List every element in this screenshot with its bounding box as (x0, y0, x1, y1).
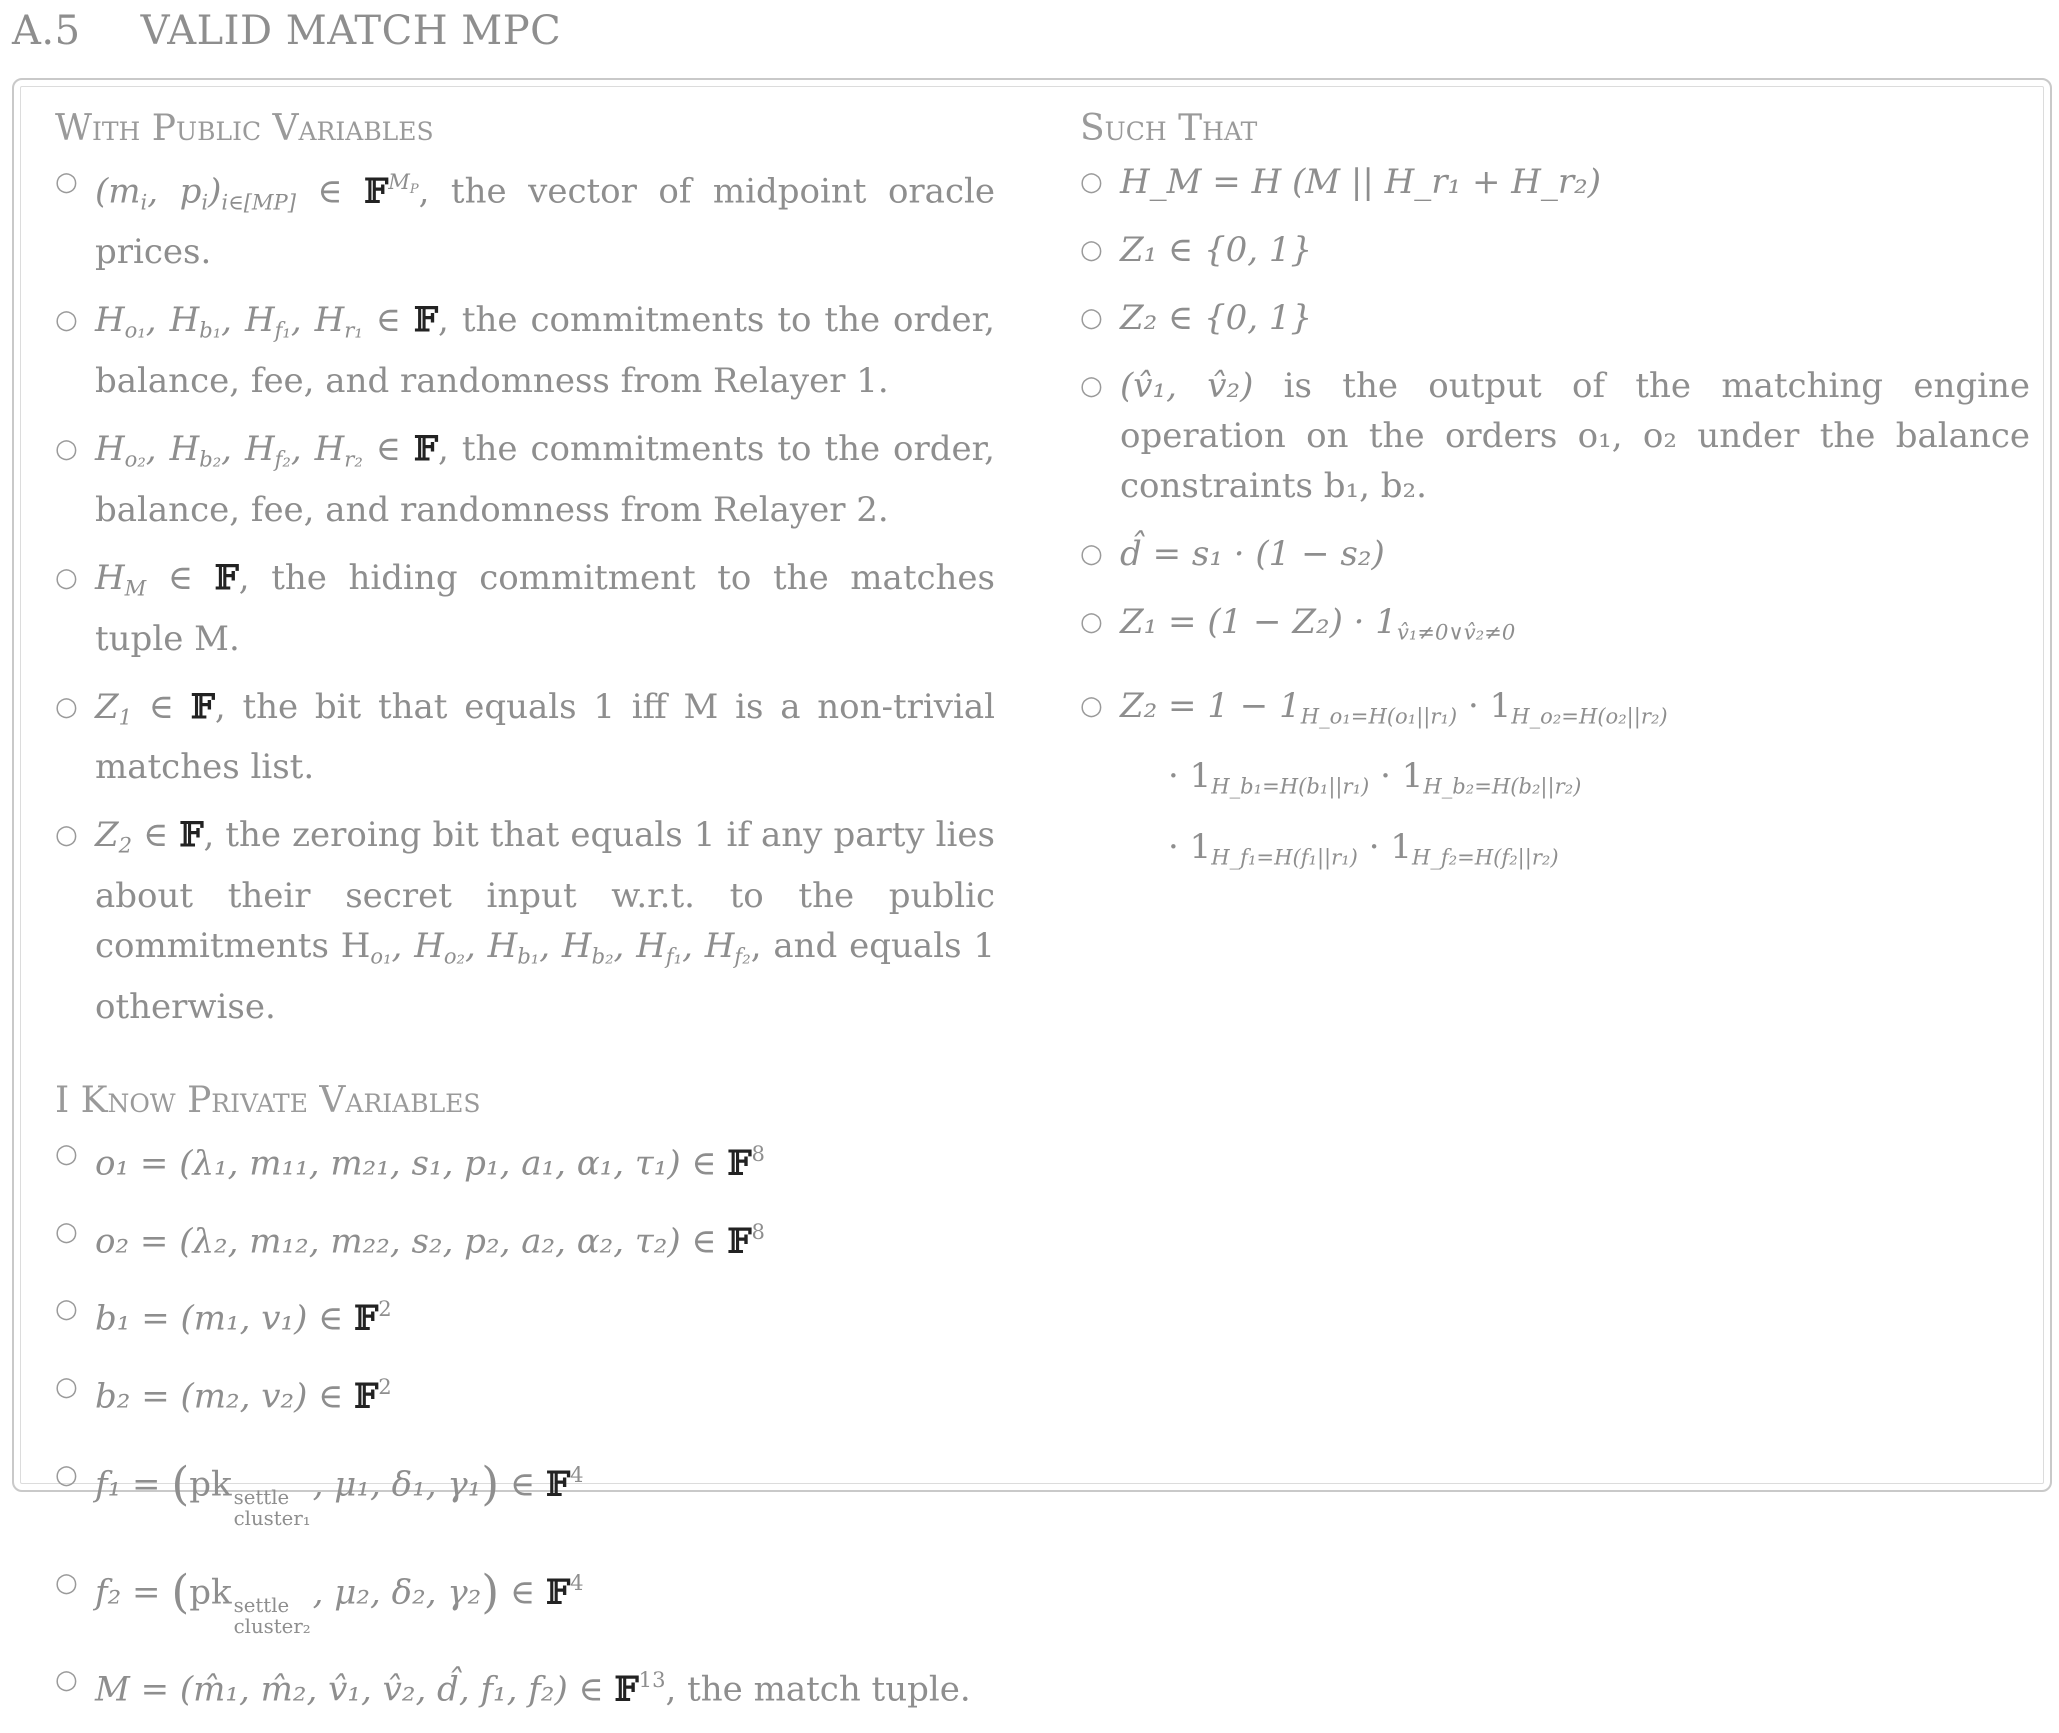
item-text: , the zeroing bit that equals 1 if any party lies about their secret input w.r.t. to the public commitments H (95, 815, 995, 967)
list-item: ○ M = (m̂₁, m̂₂, v̂₁, v̂₂, d̂, f₁, f₂) ∈ 𝔽$^{13}$, the match tuple. (55, 1655, 995, 1715)
private-variables-heading: I Know Private Variables (55, 1079, 481, 1121)
list-item: ○ d̂ = s₁ · (1 − s₂) (1080, 529, 2030, 579)
list-item: ○ Z1 ∈ 𝔽, the bit that equals 1 iff M is a non-trivial matches list. (55, 682, 995, 793)
list-item: ○ Ho₂, Hb₂, Hf₂, Hr₂ ∈ 𝔽, the commitments to the order, balance, fee, and randomness from Relayer 2. (55, 424, 995, 535)
list-item: ○ o₂ = (λ₂, m₁₂, m₂₂, s₂, p₂, a₂, α₂, τ₂) ∈ 𝔽$^8$ (55, 1207, 995, 1267)
list-item: ○ Z₁ ∈ {0, 1} (1080, 225, 2030, 275)
list-item: ○ b₁ = (m₁, v₁) ∈ 𝔽$^2$ (55, 1284, 995, 1344)
section-title (12, 8, 561, 54)
section-number: A.5 (12, 8, 81, 54)
list-item: ○ Z₂ ∈ {0, 1} (1080, 293, 2030, 343)
item-text: , the hiding commitment to the matches tuple M. (95, 557, 995, 659)
item-text: , the commitments to the order, balance, fee, and randomness from Relayer 1. (95, 300, 995, 402)
list-item: ○ Z₂ = 1 − 1H_o₁=H(o₁||r₁) · 1H_o₂=H(o₂||r₂) · 1H_b₁=H(b₁||r₁) · 1H_b₂=H(b₂||r₂) · 1H_f₁=H(f₁||r₁) · 1H_f₂=H(f₂||r₂) (1080, 676, 2030, 888)
list-item: ○ Z2 ∈ 𝔽, the zeroing bit that equals 1 if any party lies about their secret input w.r.t. to the public commitments Ho₁, Ho₂, Hb₁, Hb₂, Hf₁, Hf₂, and equals 1 otherwise. (55, 810, 995, 1031)
item-text: , the bit that equals 1 iff M is a non-trivial matches list. (95, 686, 995, 788)
right-column (1080, 108, 2030, 906)
such-that-heading: Such That (1080, 108, 1258, 149)
list-item: ○ (mi, pi)i∈[MP] ∈ 𝔽$^{MP}$, the vector of midpoint oracle prices. (55, 157, 995, 277)
list-item: ○ HM ∈ 𝔽, the hiding commitment to the matches tuple M. (55, 553, 995, 664)
left-column (55, 108, 995, 1733)
item-text: , the vector of midpoint oracle prices. (95, 171, 995, 273)
list-item: ○ f₂ = (pk settle cluster₂ , μ₂, δ₂, γ₂) ∈ 𝔽$^4$ (55, 1548, 995, 1638)
item-text: , the commitments to the order, balance, fee, and randomness from Relayer 2. (95, 429, 995, 530)
list-item: ○ b₂ = (m₂, v₂) ∈ 𝔽$^2$ (55, 1362, 995, 1422)
list-item: ○ Z₁ = (1 − Z₂) · 1v̂₁≠0∨v̂₂≠0 (1080, 597, 2030, 658)
list-item: ○ o₁ = (λ₁, m₁₁, m₂₁, s₁, p₁, a₁, α₁, τ₁) ∈ 𝔽$^8$ (55, 1129, 995, 1189)
constraints-list (1080, 157, 2030, 888)
section-name: VALID MATCH MPC (140, 8, 562, 54)
private-variables-list (55, 1129, 995, 1715)
list-item: ○ f₁ = (pk settle cluster₁ , μ₁, δ₁, γ₁) ∈ 𝔽$^4$ (55, 1440, 995, 1530)
public-variables-heading: With Public Variables (55, 108, 434, 149)
list-item: ○ (v̂₁, v̂₂) is the output of the matching engine operation on the orders o₁, o₂ under the balance constraints b₁, b₂. (1080, 361, 2030, 511)
public-variables-list (55, 157, 995, 1032)
list-item: ○ H_M = H (M || H_r₁ + H_r₂) (1080, 157, 2030, 207)
list-item: ○ Ho₁, Hb₁, Hf₁, Hr₁ ∈ 𝔽, the commitments to the order, balance, fee, and randomness from Relayer 1. (55, 295, 995, 406)
